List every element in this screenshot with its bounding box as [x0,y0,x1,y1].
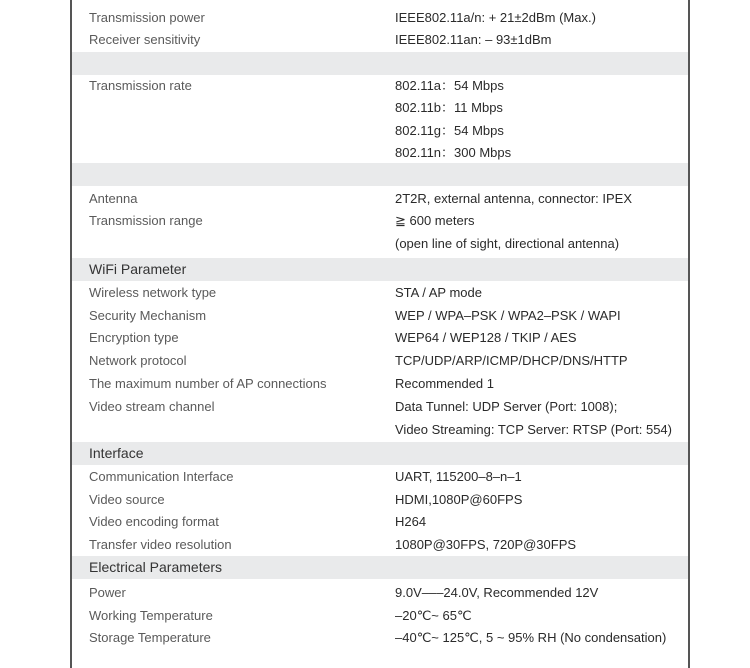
spec-label: Video source [89,492,165,507]
spec-value: WEP64 / WEP128 / TKIP / AES [395,330,577,345]
spec-label: The maximum number of AP connections [89,376,327,391]
spec-value: 2T2R, external antenna, connector: IPEX [395,191,633,206]
spec-value: Data Tunnel: UDP Server (Port: 1008); [395,399,618,414]
spec-value: TCP/UDP/ARP/ICMP/DHCP/DNS/HTTP [395,353,628,368]
spec-value: HDMI,1080P@60FPS [395,492,523,507]
spec-value: 802.11g：54 Mbps [395,123,504,138]
spec-value: –40℃~ 125℃, 5 ~ 95% RH (No condensation) [395,630,667,645]
spec-value: 802.11n：300 Mbps [395,145,512,160]
spec-label: Antenna [89,191,138,206]
spec-value: IEEE802.11an: – 93±1dBm [395,32,552,47]
section-header [72,163,688,186]
spec-value: STA / AP mode [395,285,482,300]
spec-label: Network protocol [89,353,187,368]
spec-value: (open line of sight, directional antenna) [395,236,620,251]
spec-label: Transmission range [89,213,203,228]
spec-value: 9.0V–––24.0V, Recommended 12V [395,585,599,600]
spec-value: 802.11b：11 Mbps [395,100,503,115]
spec-value: H264 [395,514,427,529]
spec-label: Communication Interface [89,469,234,484]
spec-label: Wireless network type [89,285,217,300]
spec-label: Encryption type [89,330,179,345]
section-title: WiFi Parameter [89,261,187,277]
spec-value: IEEE802.11a/n: + 21±2dBm (Max.) [395,10,596,25]
spec-value: WEP / WPA–PSK / WPA2–PSK / WAPI [395,308,621,323]
spec-value: –20℃~ 65℃ [395,608,472,623]
spec-label: Receiver sensitivity [89,32,201,47]
section-title: Interface [89,445,144,461]
spec-label: Video encoding format [89,514,219,529]
spec-value: 1080P@30FPS, 720P@30FPS [395,537,577,552]
spec-label: Security Mechanism [89,308,207,323]
spec-label: Power [89,585,126,600]
section-header [72,556,688,579]
section-header [72,442,688,465]
spec-label: Transfer video resolution [89,537,232,552]
spec-value: 802.11a：54 Mbps [395,78,504,93]
spec-label: Transmission rate [89,78,192,93]
section-title: Electrical Parameters [89,559,223,575]
spec-label: Working Temperature [89,608,213,623]
section-header [72,258,688,281]
spec-value: Video Streaming: TCP Server: RTSP (Port: 554) [395,422,672,437]
section-header [72,52,688,75]
spec-label: Transmission power [89,10,205,25]
spec-value: UART, 115200–8–n–1 [395,469,522,484]
spec-label: Video stream channel [89,399,215,414]
spec-value: ≧ 600 meters [395,213,475,228]
spec-label: Storage Temperature [89,630,211,645]
spec-value: Recommended 1 [395,376,494,391]
